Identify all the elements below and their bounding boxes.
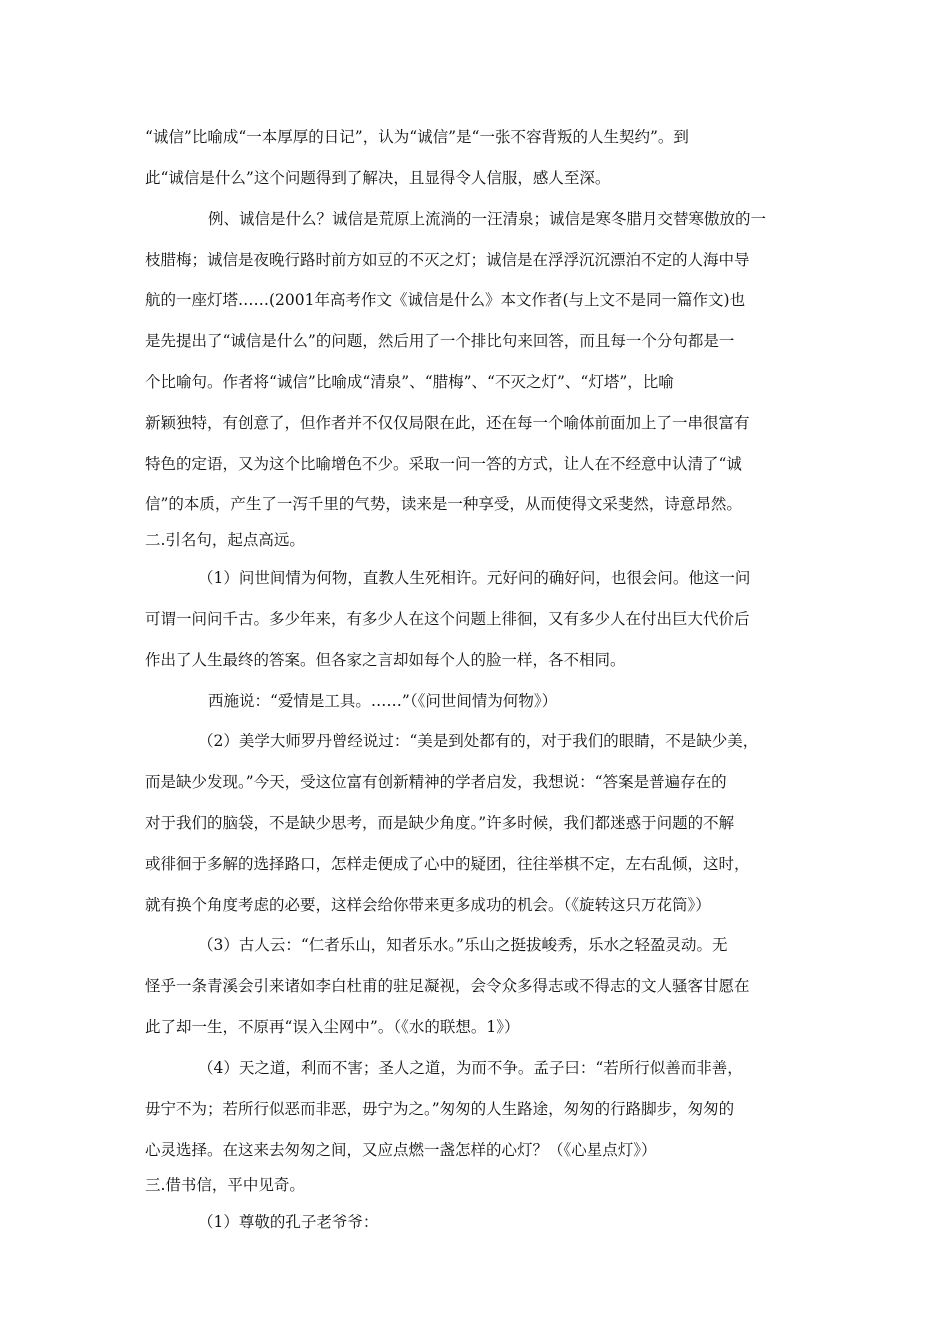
- section-heading: 三.借书信，平中见奇。: [145, 1176, 305, 1194]
- text-line: 特色的定语，又为这个比喻增色不少。采取一问一答的方式，让人在不经意中认清了“诚: [145, 455, 742, 473]
- text-line: 新颖独特，有创意了，但作者并不仅仅局限在此，还在每一个喻体前面加上了一串很富有: [145, 414, 750, 432]
- text-line: （4）天之道，利而不害；圣人之道，为而不争。孟子曰：“若所行似善而非善，: [198, 1059, 743, 1077]
- text-line: 可谓一问问千古。多少年来，有多少人在这个问题上徘徊，又有多少人在付出巨大代价后: [145, 610, 750, 628]
- text-line: （3）古人云：“仁者乐山，知者乐水。”乐山之挺拔峻秀，乐水之轻盈灵动。无: [198, 936, 728, 954]
- text-line: 怪乎一条青溪会引来诸如李白杜甫的驻足凝视，会令众多得志或不得志的文人骚客甘愿在: [145, 977, 750, 995]
- text-line: 信”的本质，产生了一泻千里的气势，读来是一种享受，从而使得文采斐然，诗意昂然。: [145, 495, 742, 513]
- text-line: 就有换个角度考虑的必要，这样会给你带来更多成功的机会。（《旋转这只万花筒》）: [145, 896, 711, 914]
- text-line: （1）尊敬的孔子老爷爷：: [198, 1213, 379, 1231]
- text-line: 是先提出了“诚信是什么”的问题，然后用了一个排比句来回答，而且每一个分句都是一: [145, 332, 735, 350]
- text-line: 此“诚信是什么”这个问题得到了解决，且显得令人信服，感人至深。: [145, 169, 611, 187]
- text-line: 个比喻句。作者将“诚信”比喻成“清泉”、“腊梅”、“不灭之灯”、“灯塔”，比喻: [145, 373, 674, 391]
- text-line: 航的一座灯塔……(2001年高考作文《诚信是什么》本文作者(与上文不是同一篇作文)也: [145, 291, 746, 309]
- text-line: 或徘徊于多解的选择路口，怎样走便成了心中的疑团，往往举棋不定，左右乱倾，这时，: [145, 855, 750, 873]
- text-line: “诚信”比喻成“一本厚厚的日记”，认为“诚信”是“一张不容背叛的人生契约”。到: [145, 128, 689, 146]
- text-line: 西施说：“爱情是工具。……”（《问世间情为何物》）: [208, 692, 558, 710]
- text-line: （1）问世间情为何物，直教人生死相许。元好问的确好问，也很会问。他这一问: [198, 569, 751, 587]
- text-line: （2）美学大师罗丹曾经说过：“美是到处都有的，对于我们的眼睛，不是缺少美，: [198, 732, 759, 750]
- text-line: 例、诚信是什么？诚信是荒原上流淌的一汪清泉；诚信是寒冬腊月交替寒傲放的一: [208, 210, 767, 228]
- text-line: 作出了人生最终的答案。但各家之言却如每个人的脸一样，各不相同。: [145, 651, 626, 669]
- text-line: 对于我们的脑袋，不是缺少思考，而是缺少角度。”许多时候，我们都迷惑于问题的不解: [145, 814, 735, 832]
- text-line: 毋宁不为；若所行似恶而非恶，毋宁为之。”匆匆的人生路途，匆匆的行路脚步，匆匆的: [145, 1100, 735, 1118]
- text-line: 而是缺少发现。”今天，受这位富有创新精神的学者启发，我想说：“答案是普遍存在的: [145, 773, 727, 791]
- text-line: 心灵选择。在这来去匆匆之间，又应点燃一盏怎样的心灯？（《心星点灯》）: [145, 1141, 657, 1159]
- text-line: 此了却一生，不原再“误入尘网中”。（《水的联想。1》）: [145, 1018, 520, 1036]
- section-heading: 二.引名句，起点高远。: [145, 531, 305, 549]
- text-line: 枝腊梅；诚信是夜晚行路时前方如豆的不灭之灯；诚信是在浮浮沉沉漂泊不定的人海中导: [145, 251, 750, 269]
